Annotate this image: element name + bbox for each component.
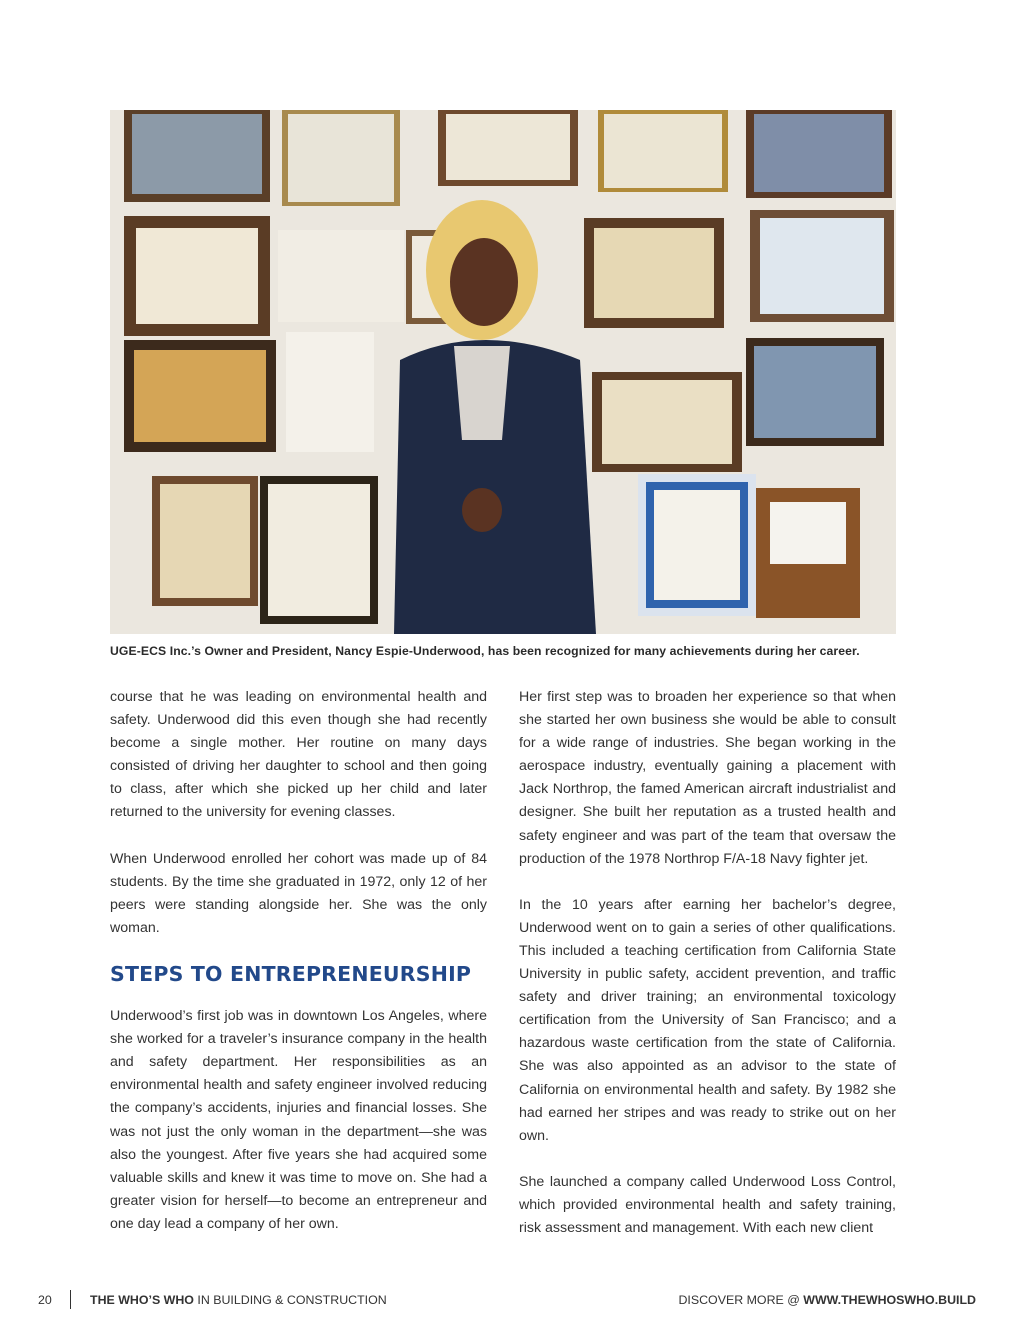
- page-number: 20: [38, 1293, 52, 1307]
- publication-title-rest: IN BUILDING & CONSTRUCTION: [193, 1293, 387, 1307]
- left-paragraph-3: Underwood’s first job was in downtown Los Angeles, where she worked for a traveler’s insurance company in the health and safety department. Her responsibilities as an environmental health and safety engineer involved reducing the company’s accidents, injuries and financial losses. She was not just the only woman in the department—she was also the youngest. After five years she had acquired some valuable skills and knew it was time to move on. She had a greater vision for herself—to become an entrepreneur and one day lead a company of her own.: [110, 1008, 487, 1232]
- page-footer: [0, 1292, 1024, 1310]
- left-column: [110, 686, 487, 1259]
- discover-prefix: DISCOVER MORE @: [678, 1293, 804, 1307]
- left-paragraph-2: When Underwood enrolled her cohort was made up of 84 students. By the time she graduated in 1972, only 12 of her peers were standing alongside her. She was the only woman.: [110, 850, 487, 936]
- left-paragraph-1: course that he was leading on environmental health and safety. Underwood did this even though she had recently become a single mother. Her routine on many days consisted of driving her daughter to school and then going to class, after which she picked up her child and later returned to the university for evening classes.: [110, 689, 487, 821]
- publication-title-bold: THE WHO’S WHO: [90, 1293, 194, 1307]
- right-paragraph-1: Her first step was to broaden her experience so that when she started her own business she would be able to consult for a wide range of industries. She began working in the aerospace industry, eventually gaining a placement with Jack Northrop, the famed American aircraft industrialist and designer. She built her reputation as a trusted health and safety engineer and was part of the team that oversaw the production of the 1978 Northrop F/A-18 Navy fighter jet.: [519, 689, 896, 867]
- portrait-photo-icon: [110, 110, 896, 634]
- publication-title: [90, 1293, 387, 1307]
- footer-divider: [70, 1290, 71, 1309]
- photo-caption: UGE-ECS Inc.’s Owner and President, Nancy Espie-Underwood, has been recognized for many achievements during her career.: [110, 644, 860, 658]
- website-link[interactable]: WWW.THEWHOSWHO.BUILD: [803, 1293, 976, 1307]
- right-column: [519, 686, 896, 1263]
- right-paragraph-3: She launched a company called Underwood Loss Control, which provided environmental health and safety training, risk assessment and management. With each new client: [519, 1173, 896, 1236]
- right-paragraph-2: In the 10 years after earning her bachelor’s degree, Underwood went on to gain a series of other qualifications. This included a teaching certification from California State University in public safety, accident prevention, and traffic safety and driver training; an environmental toxicology certification from the University of San Francisco; and a hazardous waste certification from the state of California. She was also appointed as an advisor to the state of California on environmental health and safety. By 1982 she had earned her stripes and was ready to strike out on her own.: [519, 896, 896, 1144]
- feature-photo: [110, 110, 896, 634]
- section-heading: STEPS TO ENTREPRENEURSHIP: [110, 961, 472, 986]
- discover-more: [678, 1293, 976, 1307]
